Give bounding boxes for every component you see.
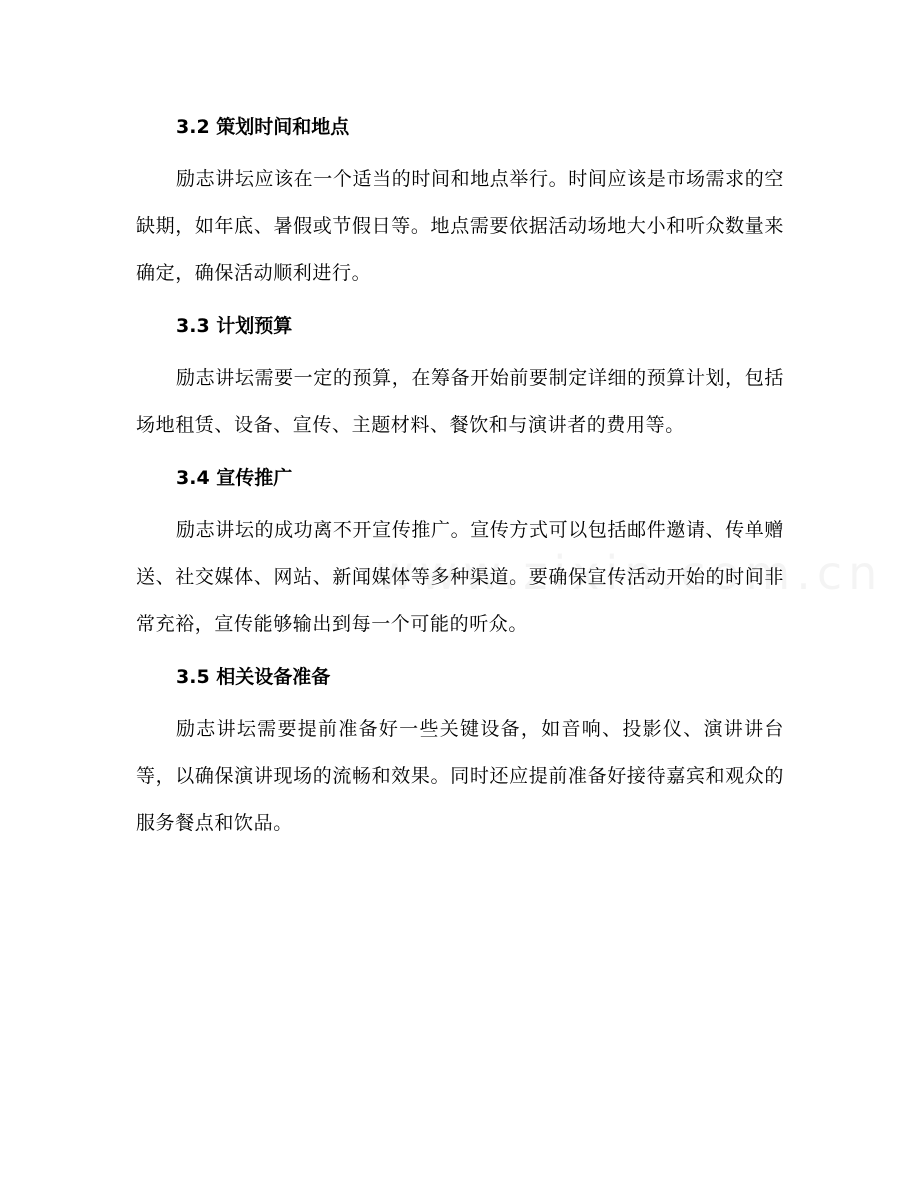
- section-paragraph: 励志讲坛需要提前准备好一些关键设备，如音响、投影仪、演讲讲台等，以确保演讲现场的流畅和效果。同时还应提前准备好接待嘉宾和观众的服务餐点和饮品。: [136, 718, 784, 834]
- section-promotion: [136, 457, 784, 648]
- section-equipment: [136, 656, 784, 847]
- section-heading: 3.4 宣传推广: [176, 467, 293, 489]
- document-body: [136, 106, 784, 855]
- section-paragraph: 励志讲坛应该在一个适当的时间和地点举行。时间应该是市场需求的空缺期，如年底、暑假或节假日等。地点需要依据活动场地大小和听众数量来确定，确保活动顺利进行。: [136, 168, 784, 284]
- section-heading: 3.3 计划预算: [176, 315, 293, 337]
- section-heading: 3.2 策划时间和地点: [176, 116, 350, 138]
- section-planning-time-location: [136, 106, 784, 297]
- section-heading: 3.5 相关设备准备: [176, 666, 331, 688]
- section-paragraph: 励志讲坛需要一定的预算，在筹备开始前要制定详细的预算计划，包括场地租赁、设备、宣传、主题材料、餐饮和与演讲者的费用等。: [136, 367, 784, 436]
- section-paragraph: 励志讲坛的成功离不开宣传推广。宣传方式可以包括邮件邀请、传单赠送、社交媒体、网站、新闻媒体等多种渠道。要确保宣传活动开始的时间非常充裕，宣传能够输出到每一个可能的听众。: [136, 519, 784, 635]
- section-budget: [136, 305, 784, 449]
